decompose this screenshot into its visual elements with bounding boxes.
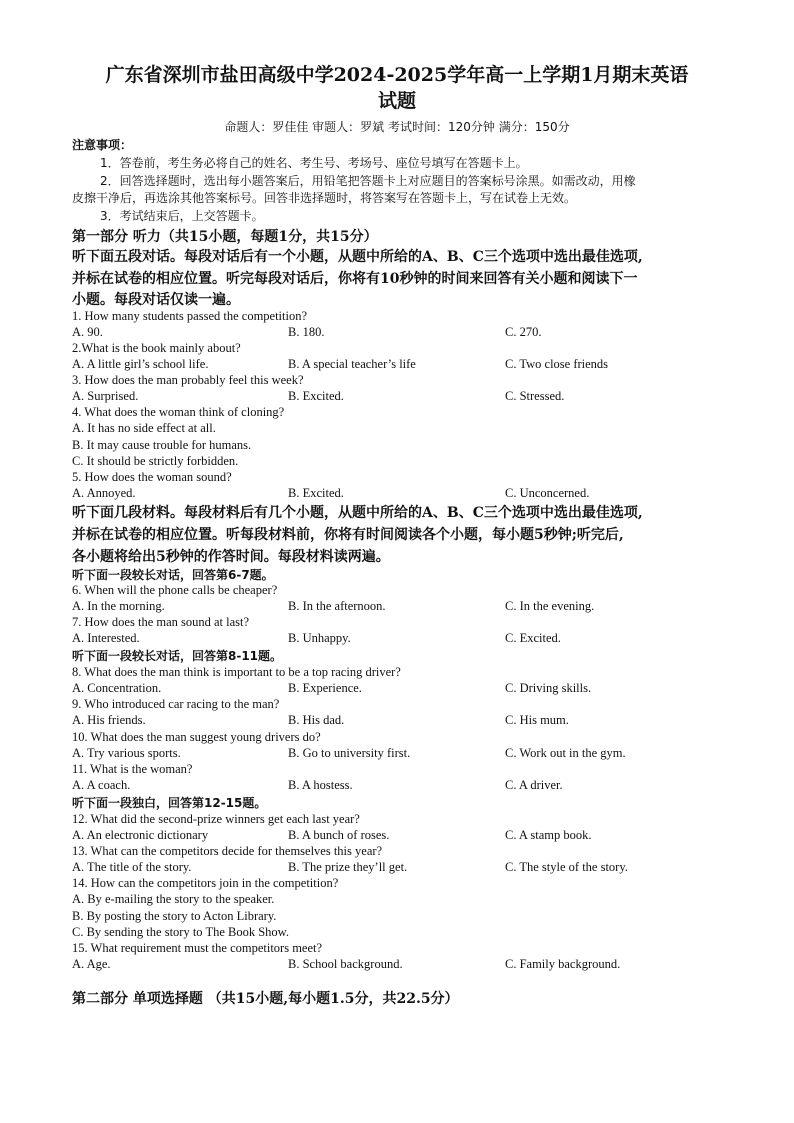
option-b: B. School background. [288,957,403,971]
option-c: C. A stamp book. [505,828,592,842]
option-a: A. Try various sports. [72,746,181,760]
option-b: B. His dad. [288,713,345,727]
option-c: C. His mum. [505,713,569,727]
option-c: C. A driver. [505,778,563,792]
section1-instruction: 小题。每段对话仅读一遍。 [72,292,240,308]
option-b: B. Experience. [288,681,362,695]
question-stem: 14. How can the competitors join in the competition? [72,876,339,890]
sub-instruction: 听下面一段较长对话，回答第8-11题。 [72,649,283,663]
option-b: B. 180. [288,325,325,339]
question-stem: 13. What can the competitors decide for themselves this year? [72,844,383,858]
option-a: A. A coach. [72,778,131,792]
option-c: C. Unconcerned. [505,486,590,500]
question-stem: 11. What is the woman? [72,762,193,776]
option-a: A. By e-mailing the story to the speaker. [72,892,275,906]
option-a: A. It has no side effect at all. [72,421,216,435]
option-b: B. Excited. [288,486,344,500]
notice-item: 2．回答选择题时，选出每小题答案后，用铅笔把答题卡上对应题目的答案标号涂黑。如需改动，用橡 [100,174,636,188]
question-stem: 4. What does the woman think of cloning? [72,405,285,419]
question-stem: 2.What is the book mainly about? [72,341,241,355]
exam-title-line1: 广东省深圳市盐田高级中学2024-2025学年高一上学期1月期末英语 [105,64,689,86]
option-c: C. It should be strictly forbidden. [72,454,239,468]
option-c: C. Two close friends [505,357,609,371]
notice-item: 1．答卷前，考生务必将自己的姓名、考生号、考场号、座位号填写在答题卡上。 [100,156,528,170]
option-b: B. Unhappy. [288,631,351,645]
sub-instruction: 听下面一段较长对话，回答第6-7题。 [72,568,274,582]
option-a: A. In the morning. [72,599,165,613]
notice-item: 皮擦干净后，再选涂其他答案标号。回答非选择题时，将答案写在答题卡上，写在试卷上无效。 [72,191,577,205]
section1-instruction: 并标在试卷的相应位置。听完每段对话后，你将有10秒钟的时间来回答有关小题和阅读下一 [72,271,638,287]
question-stem: 15. What requirement must the competitors meet? [72,941,323,955]
exam-title-line2: 试题 [377,90,416,112]
option-b: B. A special teacher’s life [288,357,416,371]
option-a: A. 90. [72,325,103,339]
option-b: B. Go to university first. [288,746,411,760]
section2-instruction: 听下面几段材料。每段材料后有几个小题，从题中所给的A、B、C三个选项中选出最佳选项, [72,505,643,521]
option-c: C. Excited. [505,631,561,645]
option-c: C. 270. [505,325,542,339]
sub-instruction: 听下面一段独白，回答第12-15题。 [72,796,267,810]
option-b: B. It may cause trouble for humans. [72,438,252,452]
option-a: A. Age. [72,957,111,971]
part1-heading: 第一部分 听力（共15小题，每题1分，共15分） [72,229,378,245]
section2-instruction: 并标在试卷的相应位置。听每段材料前，你将有时间阅读各个小题，每小题5秒钟;听完后, [72,527,624,543]
question-stem: 8. What does the man think is important to be a top racing driver? [72,665,401,679]
option-c: C. In the evening. [505,599,595,613]
option-a: A. Interested. [72,631,140,645]
question-stem: 9. Who introduced car racing to the man? [72,697,280,711]
question-stem: 1. How many students passed the competition? [72,309,308,323]
notice-item: 3．考试结束后，上交答题卡。 [100,209,264,223]
exam-authors: 命题人：罗佳佳 审题人：罗斌 考试时间：120分钟 满分：150分 [224,120,570,134]
option-a: A. Concentration. [72,681,162,695]
question-stem: 3. How does the man probably feel this week? [72,373,304,387]
option-a: A. A little girl’s school life. [72,357,209,371]
option-a: A. Annoyed. [72,486,136,500]
option-c: C. Family background. [505,957,621,971]
option-a: A. An electronic dictionary [72,828,209,842]
option-c: C. The style of the story. [505,860,628,874]
question-stem: 12. What did the second-prize winners get each last year? [72,812,360,826]
question-stem: 7. How does the man sound at last? [72,615,250,629]
section1-instruction: 听下面五段对话。每段对话后有一个小题，从题中所给的A、B、C三个选项中选出最佳选项, [72,249,643,265]
option-b: B. A hostess. [288,778,353,792]
option-c: C. By sending the story to The Book Show. [72,925,290,939]
option-a: A. His friends. [72,713,146,727]
option-b: B. The prize they’ll get. [288,860,408,874]
option-c: C. Work out in the gym. [505,746,626,760]
option-c: C. Driving skills. [505,681,592,695]
question-stem: 10. What does the man suggest young drivers do? [72,730,321,744]
section2-instruction: 各小题将给出5秒钟的作答时间。每段材料读两遍。 [72,549,390,565]
option-b: B. By posting the story to Acton Library. [72,909,277,923]
option-c: C. Stressed. [505,389,565,403]
question-stem: 5. How does the woman sound? [72,470,232,484]
part2-heading: 第二部分 单项选择题 （共15小题,每小题1.5分，共22.5分） [72,991,459,1007]
question-stem: 6. When will the phone calls be cheaper? [72,583,278,597]
option-b: B. A bunch of roses. [288,828,390,842]
option-a: A. Surprised. [72,389,139,403]
option-a: A. The title of the story. [72,860,192,874]
notice-heading: 注意事项： [72,138,133,152]
option-b: B. Excited. [288,389,344,403]
option-b: B. In the afternoon. [288,599,386,613]
